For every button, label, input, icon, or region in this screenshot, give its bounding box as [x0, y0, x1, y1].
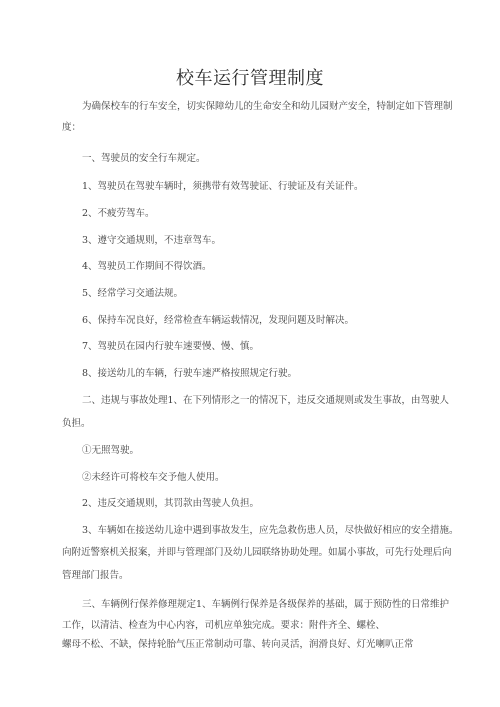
section-paragraph-line: 三、车辆例行保养修理规定1、车辆例行保养是各级保养的基础，属于预防性的日常维护 [82, 599, 450, 610]
section-paragraph-line: 二、违规与事故处理1、在下列情形之一的情况下，违反交通规则或发生事故，由驾驶人 [82, 395, 450, 406]
rule-item: 2、不疲劳驾车。 [82, 208, 155, 219]
rule-item: 8、接送幼儿的车辆，行驶车速严格按照规定行驶。 [82, 368, 298, 379]
case-item: ①无照驾驶。 [82, 445, 140, 456]
rule-paragraph-line: 3、车辆如在接送幼儿途中遇到事故发生，应先急救伤患人员，尽快做好相应的安全措施。 [82, 525, 459, 536]
rule-item: 4、驾驶员工作期间不得饮酒。 [82, 261, 212, 272]
section-paragraph-line: 螺母不松、不缺，保持轮胎气压正常制动可靠、转向灵活，润滑良好、灯光喇叭正常 [62, 639, 414, 650]
rule-item: 5、经常学习交通法规。 [82, 288, 184, 299]
rule-paragraph-line: 向附近警察机关报案，并即与管理部门及幼儿园联络协助处理。如属小事故，可先行处理后向 [62, 547, 452, 558]
case-item: ②未经许可将校车交予他人使用。 [82, 472, 225, 483]
rule-item: 2、违反交通规则，其罚款由驾驶人负担。 [82, 498, 260, 509]
section-paragraph-line: 工作，以清洁、检查为中心内容，司机应单独完成。要求：附件齐全、螺栓、 [62, 620, 386, 631]
rule-paragraph-line: 管理部门报告。 [62, 570, 129, 581]
section-paragraph-line: 负担。 [62, 418, 91, 429]
rule-item: 6、保持车况良好，经常检查车辆运载情况，发现问题及时解决。 [82, 315, 355, 326]
intro-paragraph-line: 为确保校车的行车安全，切实保障幼儿的生命安全和幼儿园财产安全，特制定如下管理制 [82, 101, 453, 112]
rule-item: 7、驾驶员在园内行驶车速要慢、慢、慎。 [82, 341, 260, 352]
section-heading: 一、驾驶员的安全行车规定。 [82, 153, 206, 164]
rule-item: 3、遵守交通规则，不违章驾车。 [82, 235, 222, 246]
intro-paragraph-line: 度： [62, 122, 82, 133]
document-title: 校车运行管理制度 [176, 68, 324, 89]
rule-item: 1、驾驶员在驾驶车辆时，须携带有效驾驶证、行驶证及有关证件。 [82, 181, 364, 192]
